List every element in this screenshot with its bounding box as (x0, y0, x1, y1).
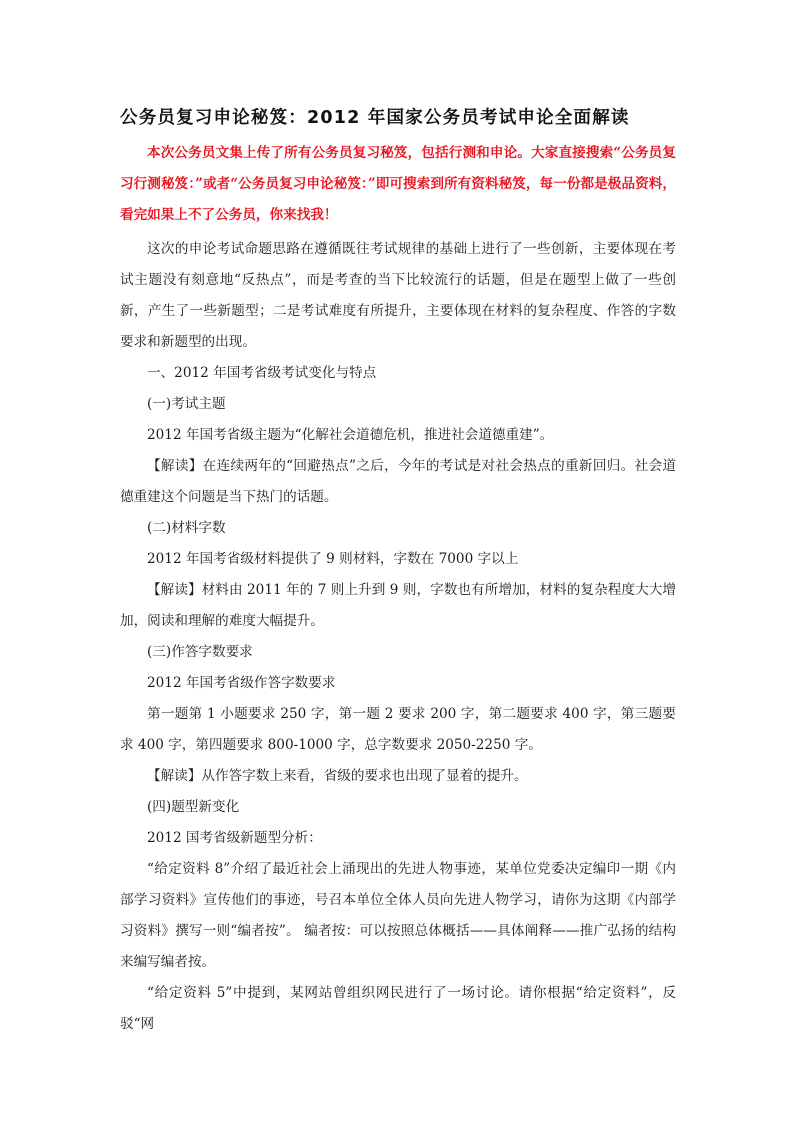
document-body (120, 100, 676, 1040)
material-8-paragraph: “给定资料 8”介绍了最近社会上涌现出的先进人物事迹，某单位党委决定编印一期《内部学习资料》宣传他们的事迹，号召本单位全体人员向先进人物学习，请你为这期《内部学习资料》撰写一则“编者按”。 编者按：可以按照总体概括——具体阐释——推广弘扬的结构来编写编者按。 (120, 861, 676, 970)
word-count-detail: 第一题第 1 小题要求 250 字，第一题 2 要求 200 字，第二题要求 400 字，第三题要求 400 字，第四题要求 800-1000 字，总字数要求 2050-2250 字。 (120, 706, 676, 753)
new-types-text: 2012 国考省级新题型分析： (147, 830, 322, 846)
subsection-heading-new-types: (四)题型新变化 (147, 799, 240, 815)
subsection-heading-theme: (一)考试主题 (147, 396, 226, 412)
subsection-heading-material: (二)材料字数 (147, 520, 226, 536)
material-analysis: 【解读】材料由 2011 年的 7 则上升到 9 则，字数也有所增加，材料的复杂程度大大增加，阅读和理解的难度大幅提升。 (120, 582, 676, 629)
theme-text: 2012 年国考省级主题为“化解社会道德危机，推进社会道德重建”。 (147, 427, 554, 443)
notice-paragraph: 本次公务员文集上传了所有公务员复习秘笈，包括行测和申论。大家直接搜索“公务员复习行测秘笈：”或者“公务员复习申论秘笈：”即可搜索到所有资料秘笈，每一份都是极品资料，看完如果上不了公务员，你来找我！ (120, 145, 676, 223)
theme-analysis: 【解读】在连续两年的“回避热点”之后，今年的考试是对社会热点的重新回归。社会道德重建这个问题是当下热门的话题。 (120, 458, 676, 505)
section-heading: 一、2012 年国考省级考试变化与特点 (147, 365, 377, 381)
subsection-heading-word-count: (三)作答字数要求 (147, 644, 253, 660)
material-5-paragraph: “给定资料 5”中提到，某网站曾组织网民进行了一场讨论。请你根据“给定资料”，反驳“网 (120, 985, 676, 1032)
document-title: 公务员复习申论秘笈：2012 年国家公务员考试申论全面解读 (120, 108, 630, 128)
intro-paragraph: 这次的申论考试命题思路在遵循既往考试规律的基础上进行了一些创新，主要体现在考试主题没有刻意地“反热点”，而是考查的当下比较流行的话题，但是在题型上做了一些创新，产生了一些新题型；二是考试难度有所提升，主要体现在材料的复杂程度、作答的字数要求和新题型的出现。 (120, 241, 676, 350)
word-count-text: 2012 年国考省级作答字数要求 (147, 675, 336, 691)
material-text: 2012 年国考省级材料提供了 9 则材料，字数在 7000 字以上 (147, 551, 519, 567)
word-count-analysis: 【解读】从作答字数上来看，省级的要求也出现了显着的提升。 (147, 768, 528, 784)
